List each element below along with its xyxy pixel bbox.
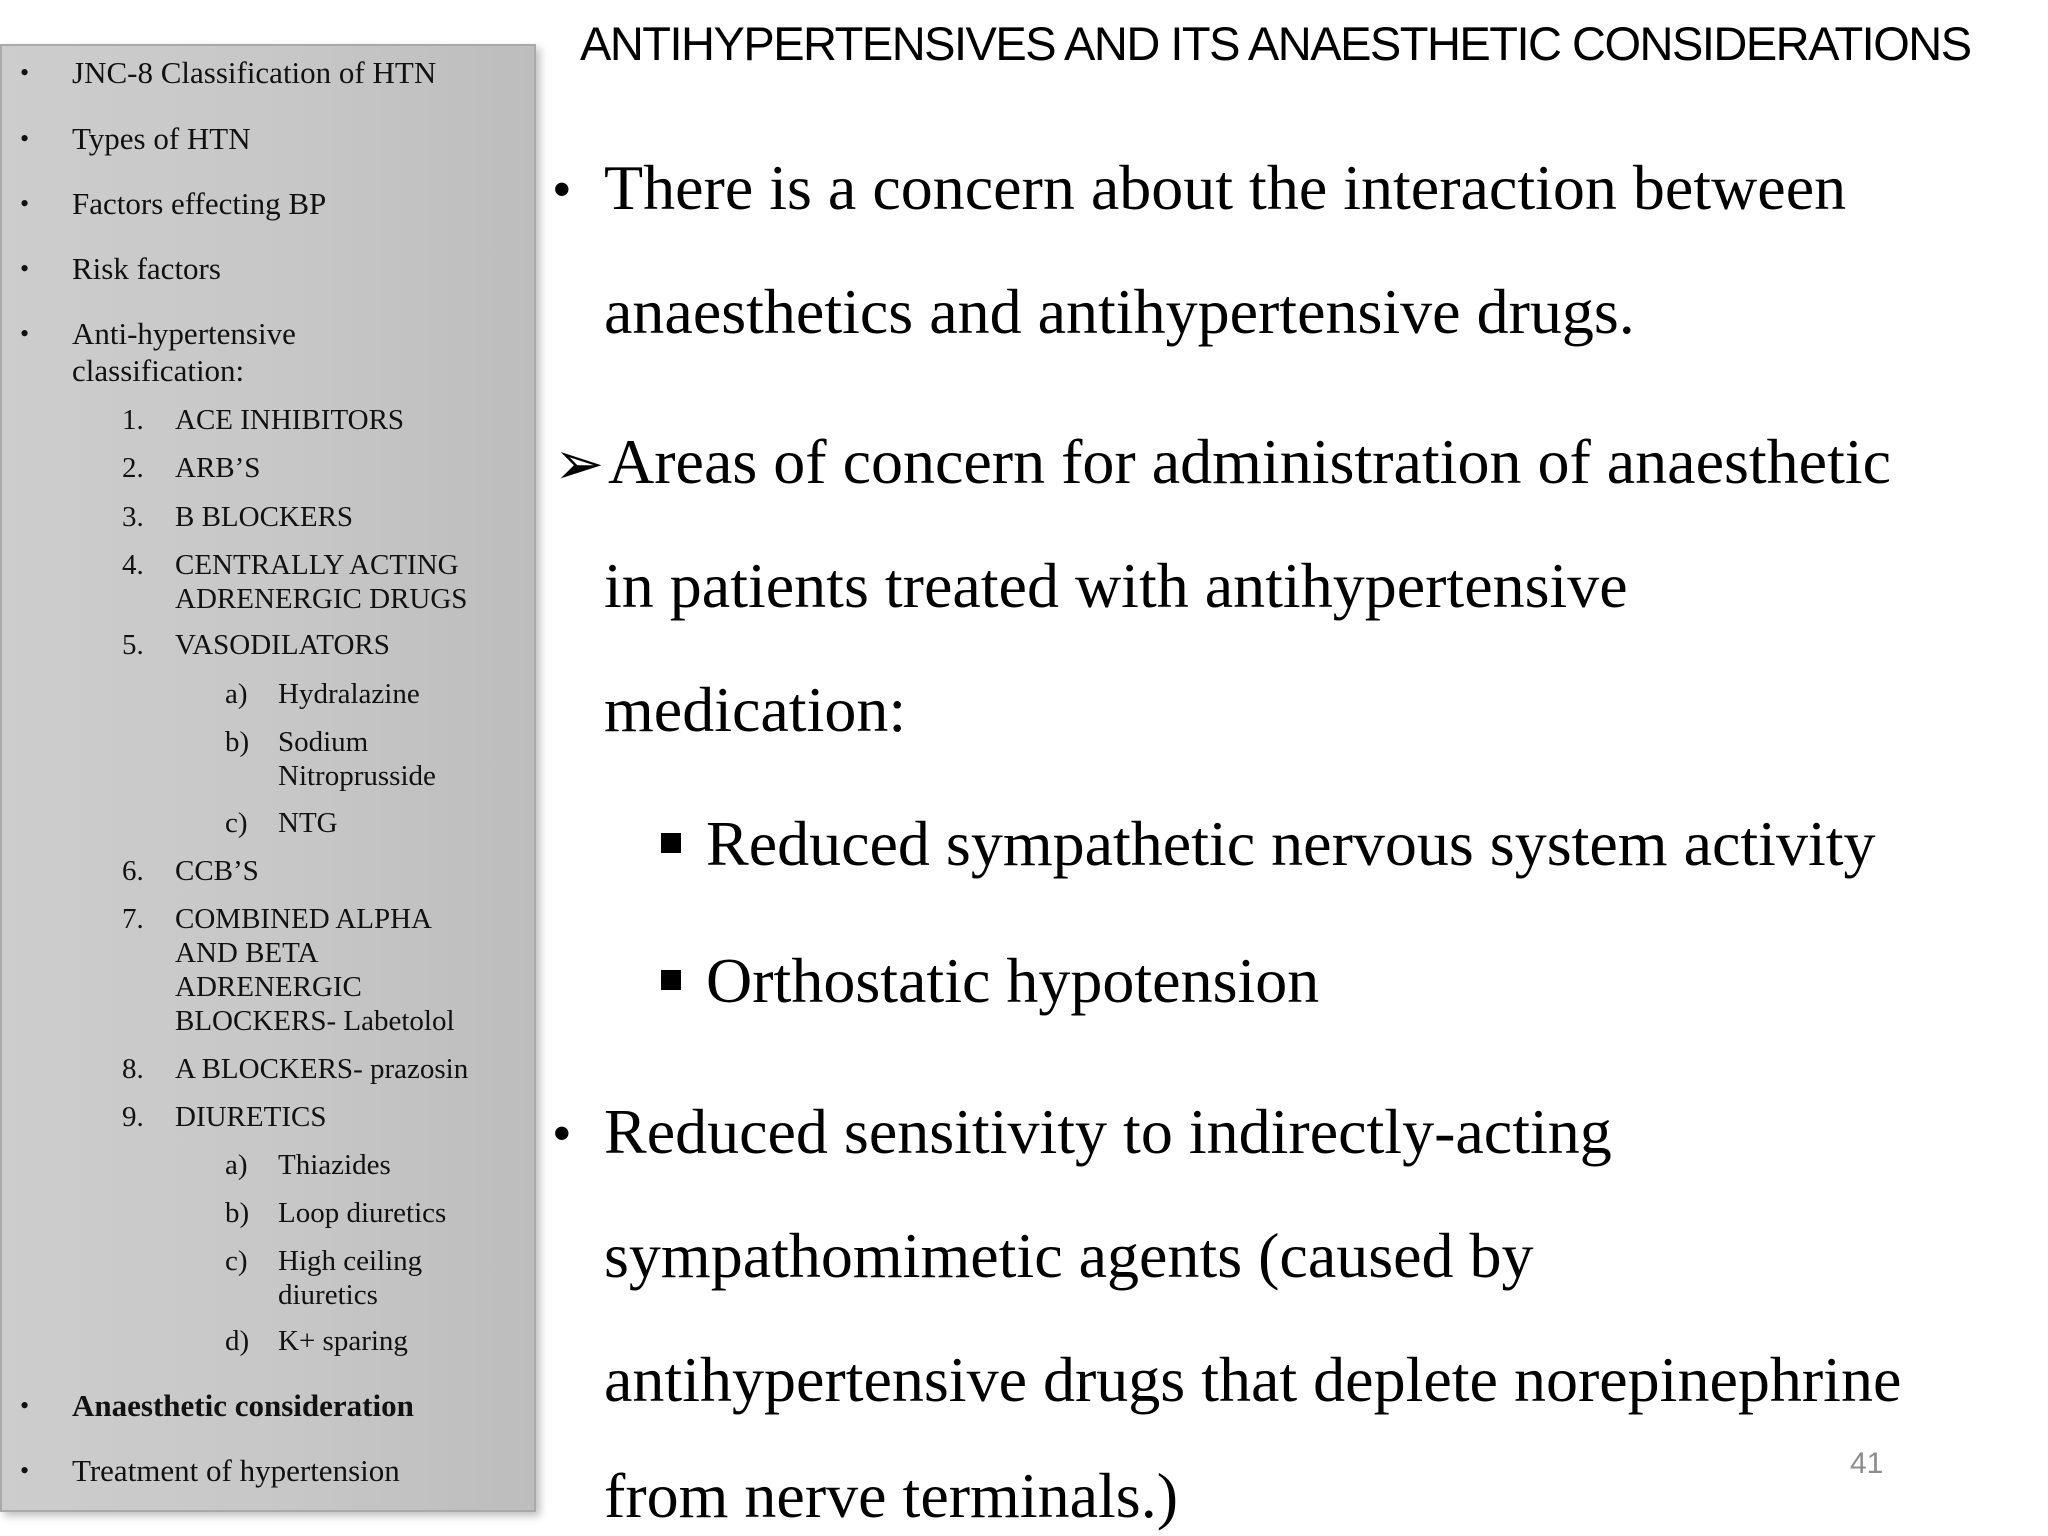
diuretic-item-loop: [0, 1196, 536, 1230]
bullet-icon: •: [20, 1456, 30, 1485]
class-label: CENTRALLY ACTING: [175, 549, 459, 581]
paragraph-3-line-2: sympathomimetic agents (caused by: [604, 1220, 1534, 1291]
class-item-a-blockers: [0, 1052, 536, 1086]
class-label: AND BETA: [175, 937, 319, 969]
sub-letter: a): [225, 678, 248, 710]
class-label: COMBINED ALPHA: [175, 903, 432, 935]
vasodilator-item-hydralazine: [0, 677, 536, 711]
diuretic-item-high-ceiling: [0, 1244, 536, 1312]
class-number: 8.: [122, 1053, 144, 1085]
bullet-dot-icon: •: [552, 159, 572, 221]
outline-item-classification: [0, 316, 536, 388]
bullet-dot-icon: •: [552, 1103, 572, 1165]
square-bullet-icon: [661, 833, 681, 853]
class-item-vasodilators: [0, 628, 536, 662]
bullet-icon: •: [20, 254, 30, 283]
class-item-diuretics: [0, 1100, 536, 1134]
arrow-bullet-icon: ➢: [554, 431, 605, 497]
outline-item-label: Risk factors: [72, 251, 221, 286]
sub-label: Nitroprusside: [278, 760, 436, 792]
sub-label: High ceiling: [278, 1245, 423, 1277]
class-number: 1.: [122, 404, 144, 436]
diuretic-item-k-sparing: [0, 1324, 536, 1358]
class-label: ADRENERGIC DRUGS: [175, 583, 468, 615]
paragraph-1-line-1: There is a concern about the interaction between: [604, 152, 1847, 223]
class-number: 4.: [122, 549, 144, 581]
bullet-icon: •: [20, 1391, 30, 1420]
class-number: 6.: [122, 855, 144, 887]
outline-item-types: [0, 121, 536, 157]
class-number: 7.: [122, 903, 144, 935]
outline-item-risk: [0, 251, 536, 287]
outline-item-label: classification:: [72, 353, 245, 388]
page-number: 41: [1850, 1447, 1884, 1480]
class-label: VASODILATORS: [175, 629, 390, 661]
sub-label: Loop diuretics: [278, 1197, 447, 1229]
bullet-icon: •: [20, 58, 30, 87]
class-label: ACE INHIBITORS: [175, 404, 405, 436]
class-label: DIURETICS: [175, 1101, 327, 1133]
class-item-b-blockers: [0, 500, 536, 534]
outline-item-label: Treatment of hypertension: [72, 1453, 400, 1488]
paragraph-2-line-1: Areas of concern for administration of anaesthetic: [608, 426, 1892, 497]
outline-item-jnc8: [0, 55, 536, 91]
class-item-ccb: [0, 854, 536, 888]
paragraph-2-line-2: in patients treated with antihypertensive: [604, 550, 1628, 621]
sub-label: Thiazides: [278, 1149, 391, 1181]
sub-bullet-1: Reduced sympathetic nervous system activity: [706, 808, 1876, 879]
bullet-icon: •: [20, 319, 30, 348]
bullet-icon: •: [20, 124, 30, 153]
diuretic-item-thiazides: [0, 1148, 536, 1182]
paragraph-2-line-3: medication:: [604, 674, 907, 745]
outline-item-label: Types of HTN: [72, 121, 251, 156]
class-label: ARB’S: [175, 452, 261, 484]
outline-item-label: JNC-8 Classification of HTN: [72, 55, 437, 90]
sub-letter: d): [225, 1325, 250, 1357]
class-number: 2.: [122, 452, 144, 484]
sub-label: diuretics: [278, 1279, 378, 1311]
class-item-ace: [0, 403, 536, 437]
class-label: B BLOCKERS: [175, 501, 354, 533]
paragraph-3-line-3: antihypertensive drugs that deplete norepinephrine: [604, 1344, 1902, 1415]
sub-label: Sodium: [278, 726, 369, 758]
square-bullet-icon: [661, 970, 681, 990]
class-number: 9.: [122, 1101, 144, 1133]
sub-label: NTG: [278, 807, 338, 839]
sub-label: Hydralazine: [278, 678, 420, 710]
sub-label: K+ sparing: [278, 1325, 408, 1357]
sub-bullet-2: Orthostatic hypotension: [706, 945, 1320, 1016]
outline-item-label: Factors effecting BP: [72, 186, 327, 221]
class-item-combined-blockers: [0, 902, 536, 1038]
vasodilator-item-ntg: [0, 806, 536, 840]
class-label: A BLOCKERS- prazosin: [175, 1053, 469, 1085]
sub-letter: c): [225, 1245, 248, 1277]
bullet-icon: •: [20, 189, 30, 218]
paragraph-3-line-1: Reduced sensitivity to indirectly-acting: [604, 1096, 1612, 1167]
class-label: CCB’S: [175, 855, 259, 887]
outline-item-label: Anaesthetic consideration: [72, 1388, 414, 1423]
vasodilator-item-nitroprusside: [0, 725, 536, 793]
class-number: 3.: [122, 501, 144, 533]
class-number: 5.: [122, 629, 144, 661]
sub-letter: b): [225, 1197, 250, 1229]
class-item-arb: [0, 451, 536, 485]
class-label: BLOCKERS- Labetolol: [175, 1005, 455, 1037]
class-item-centrally-acting: [0, 548, 536, 616]
outline-item-treatment: [0, 1453, 536, 1489]
paragraph-3-line-4: from nerve terminals.): [604, 1460, 1178, 1531]
sub-letter: a): [225, 1149, 248, 1181]
sub-letter: b): [225, 726, 250, 758]
sub-letter: c): [225, 807, 248, 839]
paragraph-1-line-2: anaesthetics and antihypertensive drugs.: [604, 276, 1635, 347]
outline-item-factors: [0, 186, 536, 222]
class-label: ADRENERGIC: [175, 971, 362, 1003]
outline-item-anaesthetic-current: [0, 1388, 536, 1424]
slide-title: ANTIHYPERTENSIVES AND ITS ANAESTHETIC CONSIDERATIONS: [580, 17, 1971, 70]
outline-item-label: Anti-hypertensive: [72, 316, 296, 351]
